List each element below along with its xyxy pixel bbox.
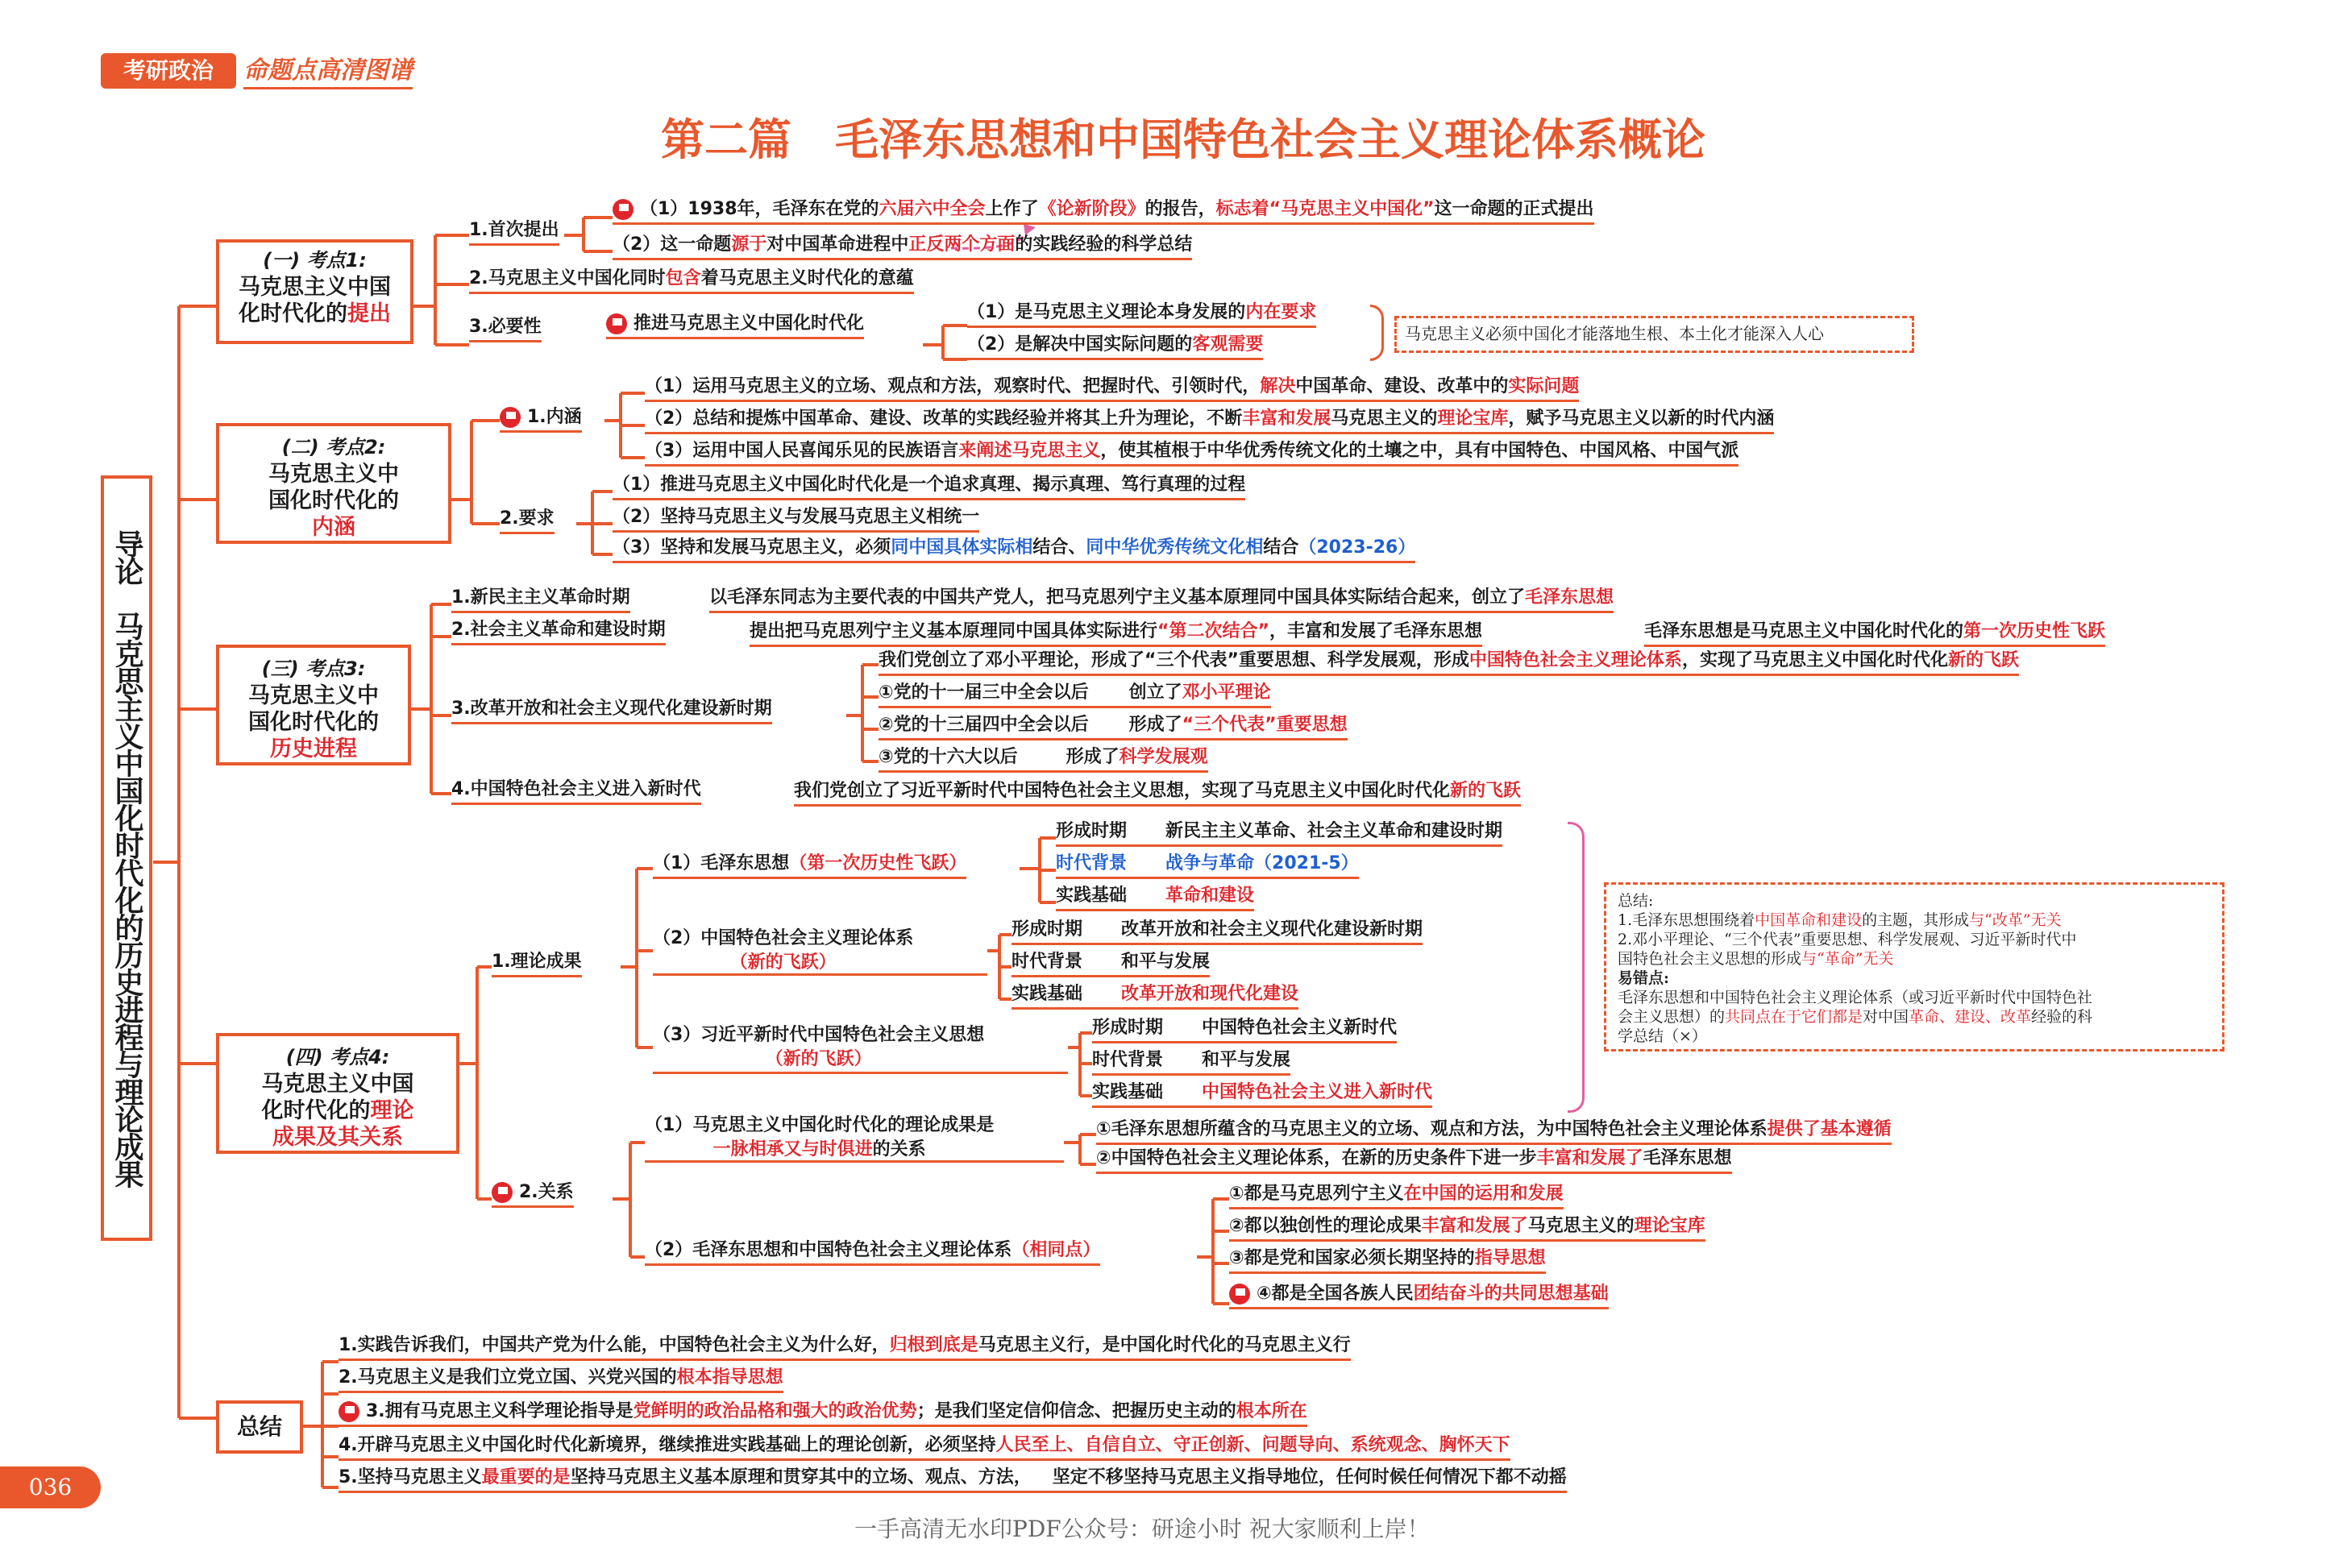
key-point-icon [492,1182,513,1203]
k1-b2: 2.马克思主义中国化同时包含着马克思主义时代化的意蕴 [469,268,914,294]
k1-node [216,239,413,344]
key-point-icon [606,313,627,334]
k4-m2-3: 实践基础 改革开放和现代化建设 [1011,983,1298,1010]
summary-4: 4.开辟马克思主义中国化时代化新境界，继续推进实践基础上的理论创新，必须坚持人民至上、自信自立、守正创新、问题导向、系统观念、胸怀天下 [339,1434,1510,1461]
k1-b3: 3.必要性 [469,316,542,342]
k2-b1-2: （2）总结和提炼中国革命、建设、改革的实践经验并将其上升为理论，不断丰富和发展马克思主义的理论宝库，赋予马克思主义以新的时代内涵 [645,408,1774,434]
k1-kd: (一) 考点1: [263,249,367,272]
k3-b2-right: 毛泽东思想是马克思主义中国化时代化的第一次历史性飞跃 [1644,620,2105,647]
k4-b2: 2.关系 [492,1181,574,1208]
k4-m2: （2）中国特色社会主义理论体系 （新的飞跃） [653,928,914,973]
k4-m1: （1）毛泽东思想（第一次历史性飞跃） [653,852,966,879]
k4-m3-underline [653,1072,1068,1074]
k2-b2-3: （3）坚持和发展马克思主义，必须同中国具体实际相结合、同中华优秀传统文化相结合（2023-26） [613,537,1415,563]
k4-r1-1: ①毛泽东思想所蕴含的马克思主义的立场、观点和方法，为中国特色社会主义理论体系提供了基本遵循 [1096,1118,1892,1145]
k1-l2b: 提出 [347,301,391,326]
k4-l2a: 化时代化的 [261,1098,371,1123]
k3-b3-1: ①党的十一届三中全会以后 创立了邓小平理论 [879,682,1271,708]
k4-l2b: 理论 [370,1098,414,1123]
k1-b3-2: （2）是解决中国实际问题的客观需要 [967,334,1263,360]
k3-l1: 马克思主义中 [248,683,379,708]
k4-r2-3: ③都是党和国家必须长期坚持的指导思想 [1229,1247,1546,1274]
k2-kd: (二) 考点2: [281,436,386,458]
k4-r2-1: ①都是马克思列宁主义在中国的运用和发展 [1229,1183,1564,1209]
k3-b3-text: 我们党创立了邓小平理论，形成了“三个代表”重要思想、科学发展观，形成中国特色社会主义理论体系，实现了马克思主义中国化时代化新的飞跃 [879,649,2019,676]
header-subtitle: 命题点高清图谱 [243,56,413,85]
k4-m1-2: 时代背景 战争与革命（2021-5） [1056,852,1359,879]
k4-l1: 马克思主义中国 [261,1072,414,1097]
k4-m3-2: 时代背景 和平与发展 [1092,1049,1290,1076]
key-point-icon [500,407,521,428]
k2-b2: 2.要求 [500,508,555,534]
k3-l2: 国化时代化的 [248,710,379,735]
k2-l2: 国化时代化的 [268,488,399,513]
k2-b1-1: （1）运用马克思主义的立场、观点和方法，观察时代、把握时代、引领时代，解决中国革命、建设、改革中的实际问题 [645,375,1579,402]
k4-m2-underline [653,973,987,976]
k1-l2a: 化时代化的 [239,301,347,326]
k4-kd: (四) 考点4: [285,1046,390,1068]
k2-b2-1: （1）推进马克思主义中国化时代化是一个追求真理、揭示真理、笃行真理的过程 [613,474,1245,500]
header-tag: 考研政治 [101,53,236,89]
summary-node: 总结 [216,1400,303,1454]
k4-summary-brace [1568,822,1585,1113]
root-node: 导论 马克思主义中国化时代化的历史进程与理论成果 [101,475,152,1241]
k2-b1: 1.内涵 [500,406,582,433]
summary-1: 1.实践告诉我们，中国共产党为什么能，中国特色社会主义为什么好，归根到底是马克思主义行，是中国化时代化的马克思主义行 [339,1334,1351,1361]
k2-l3: 内涵 [312,515,355,540]
k4-r1-underline [645,1160,1064,1163]
key-point-icon [339,1401,359,1422]
k4-r2-2: ②都以独创性的理论成果丰富和发展了马克思主义的理论宝库 [1229,1215,1705,1242]
k4-m1-1: 形成时期 新民主主义革命、社会主义革命和建设时期 [1056,820,1502,847]
key-point-icon [1229,1284,1250,1305]
k3-b2: 2.社会主义革命和建设时期 [451,619,666,645]
summary-3: 3.拥有马克思主义科学理论指导是党鲜明的政治品格和强大的政治优势；是我们坚定信仰信念、把握历史主动的根本所在 [339,1400,1307,1427]
k4-m2-1: 形成时期 改革开放和社会主义现代化建设新时期 [1011,919,1423,945]
k3-node [216,645,411,765]
summary-5: 5.坚持马克思主义最重要的是坚持马克思主义基本原理和贯穿其中的立场、观点、方法， 坚定不移坚持马克思主义指导地位，任何时候任何情况下都不动摇 [339,1466,1567,1493]
k1-b1-2: （2）这一命题源于对中国革命进程中正反两个方面的实践经验的科学总结 [613,234,1192,260]
k4-r1: （1）马克思主义中国化时代化的理论成果是 一脉相承又与时俱进的关系 [645,1115,995,1159]
k4-l3: 成果及其关系 [272,1125,403,1150]
k3-b4: 4.中国特色社会主义进入新时代 [451,778,701,805]
k1-brace [1370,305,1384,361]
summary-2: 2.马克思主义是我们立党立国、兴党兴国的根本指导思想 [339,1367,783,1393]
k3-b3-3: ③党的十六大以后 形成了科学发展观 [879,746,1208,773]
k3-b4-text: 我们党创立了习近平新时代中国特色社会主义思想，实现了马克思主义中国化时代化新的飞跃 [794,780,1521,807]
k4-m1-3: 实践基础 革命和建设 [1056,885,1254,911]
k4-m3: （3）习近平新时代中国特色社会主义思想 （新的飞跃） [653,1025,985,1069]
k3-b1: 1.新民主主义革命时期 [451,587,630,613]
k2-b2-2: （2）坚持马克思主义与发展马克思主义相统一 [613,506,979,533]
k3-kd: (三) 考点3: [261,657,366,680]
k3-b2-text: 提出把马克思列宁主义基本原理同中国具体实际进行“第二次结合”，丰富和发展了毛泽东思想 [750,620,1482,647]
k4-r2-4: ④都是全国各族人民团结奋斗的共同思想基础 [1229,1283,1609,1309]
k4-r2: （2）毛泽东思想和中国特色社会主义理论体系（相同点） [645,1239,1100,1266]
k4-b1: 1.理论成果 [492,951,582,977]
k1-b3-1: （1）是马克思主义理论本身发展的内在要求 [967,301,1316,328]
k4-r1-2: ②中国特色社会主义理论体系，在新的历史条件下进一步丰富和发展了毛泽东思想 [1096,1147,1732,1174]
k2-node [216,423,451,544]
k3-b3: 3.改革开放和社会主义现代化建设新时期 [451,698,772,724]
k1-l1: 马克思主义中国 [239,275,391,300]
k3-l3: 历史进程 [270,736,357,761]
k4-m3-1: 形成时期 中国特色社会主义新时代 [1092,1017,1397,1043]
header-underline [243,87,413,89]
k1-b3-mid: 推进马克思主义中国化时代化 [606,313,864,339]
k3-b1-text: 以毛泽东同志为主要代表的中国共产党人，把马克思列宁主义基本原理同中国具体实际结合起来，创立了毛泽东思想 [709,587,1614,613]
k4-m3-3: 实践基础 中国特色社会主义进入新时代 [1092,1081,1432,1108]
k3-b3-2: ②党的十三届四中全会以后 形成了“三个代表”重要思想 [879,714,1348,740]
page-number: 036 [0,1466,101,1508]
k4-node [216,1033,459,1154]
page-title: 第二篇 毛泽东思想和中国特色社会主义理论体系概论 [661,114,1705,165]
k2-l1: 马克思主义中 [268,462,399,487]
k4-m2-2: 时代背景 和平与发展 [1011,951,1210,977]
k1-b1-1: （1）1938年，毛泽东在党的六届六中全会上作了《论新阶段》的报告，标志着“马克思主义中国化”这一命题的正式提出 [613,198,1594,225]
footer-watermark: 一手高清无水印PDF公众号：研途小时 祝大家顺利上岸！ [854,1516,1430,1542]
k4-note: 总结: 1.毛泽东思想围绕着中国革命和建设的主题，其形成与“改革”无关 2.邓小平理论、“三个代表”重要思想、科学发展观、习近平新时代中 国特色社会主义思想的形成与“革命”无关 易错点: 毛泽东思想和中国特色社会主义理论体系（或习近平新时代中国特色社 会主义思想）的共同点在于它们都是对中国革命、建设、改革经验的科 学总结（×） [1604,882,2224,1052]
key-point-icon [613,199,633,220]
k1-b1: 1.首次提出 [469,219,559,246]
k2-b1-3: （3）运用中国人民喜闻乐见的民族语言来阐述马克思主义，使其植根于中华优秀传统文化的土壤之中，具有中国特色、中国风格、中国气派 [645,440,1738,467]
k1-note: 马克思主义必须中国化才能落地生根、本土化才能深入人心 [1394,316,1914,353]
